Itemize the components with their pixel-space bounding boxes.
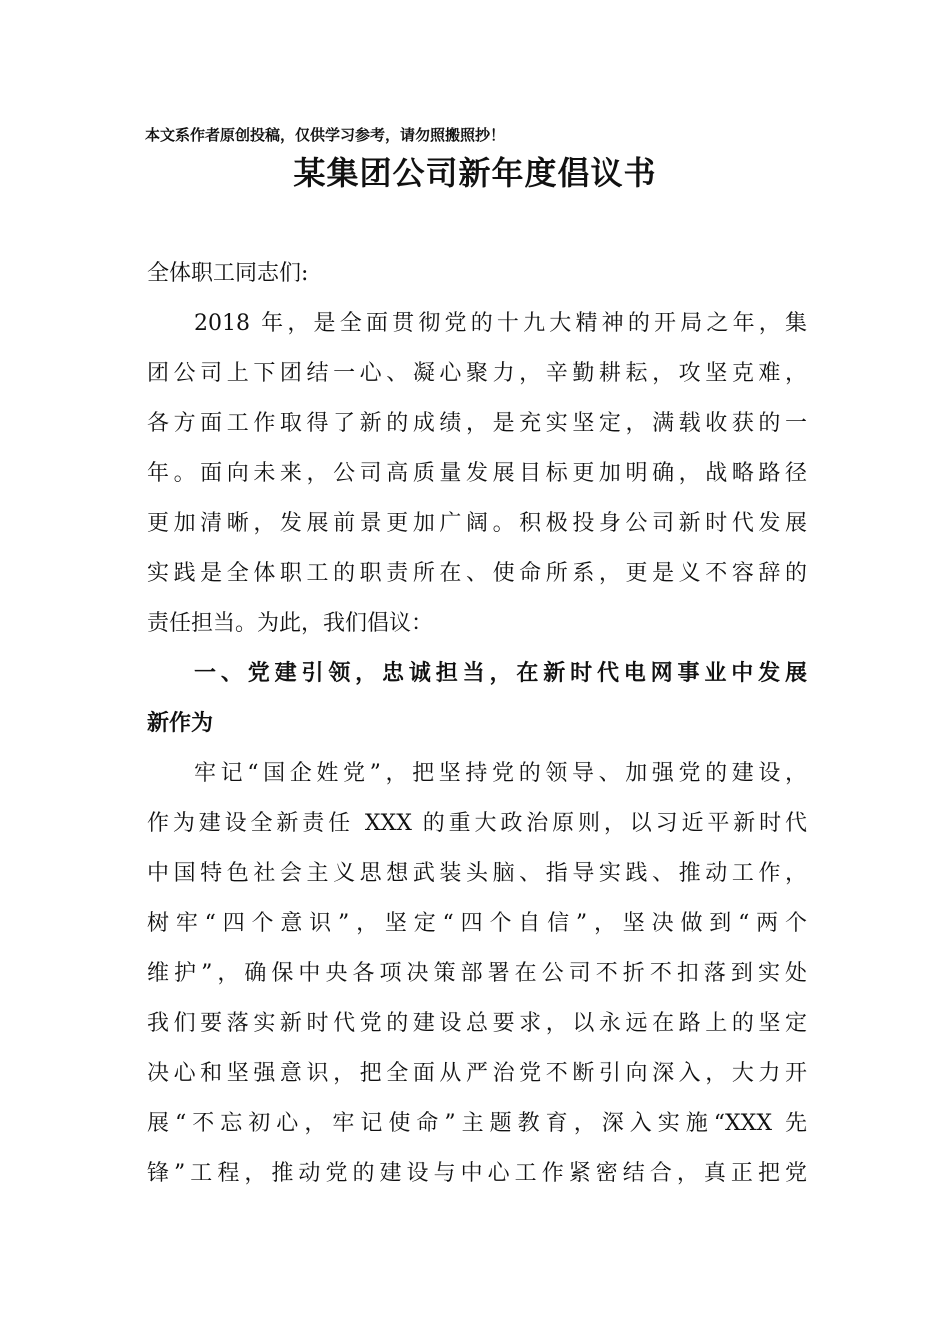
paragraph-line: 2018 年，是全面贯彻党的十九大精神的开局之年，集	[194, 311, 807, 336]
paragraph-line: 实践是全体职工的职责所在、使命所系，更是义不容辞的	[147, 561, 807, 586]
paragraph-line: 维护”，确保中央各项决策部署在公司不折不扣落到实处	[147, 961, 807, 986]
salutation: 全体职工同志们:	[147, 261, 309, 286]
section-heading: 新作为	[147, 711, 214, 736]
paragraph-line: 更加清晰，发展前景更加广阔。积极投身公司新时代发展	[147, 511, 807, 536]
document-title: 某集团公司新年度倡议书	[293, 154, 657, 192]
paragraph-line: 责任担当。为此，我们倡议：	[147, 611, 434, 636]
paragraph-line: 中国特色社会主义思想武装头脑、指导实践、推动工作，	[147, 861, 807, 886]
section-heading: 一、党建引领，忠诚担当，在新时代电网事业中发展	[194, 661, 807, 686]
paragraph-line: 展“不忘初心，牢记使命”主题教育，深入实施“XXX 先	[147, 1111, 807, 1136]
paragraph-line: 锋”工程，推动党的建设与中心工作紧密结合，真正把党	[147, 1161, 807, 1186]
paragraph-line: 团公司上下团结一心、凝心聚力，辛勤耕耘，攻坚克难，	[147, 361, 807, 386]
copyright-notice: 本文系作者原创投稿，仅供学习参考，请勿照搬照抄！	[145, 126, 506, 144]
paragraph-line: 年。面向未来，公司高质量发展目标更加明确，战略路径	[147, 461, 807, 486]
paragraph-line: 决心和坚强意识，把全面从严治党不断引向深入，大力开	[147, 1061, 807, 1086]
paragraph-line: 作为建设全新责任 XXX 的重大政治原则，以习近平新时代	[147, 811, 807, 836]
paragraph-line: 我们要落实新时代党的建设总要求，以永远在路上的坚定	[147, 1011, 807, 1036]
paragraph-line: 牢记“国企姓党”，把坚持党的领导、加强党的建设，	[194, 761, 807, 786]
paragraph-line: 各方面工作取得了新的成绩，是充实坚定，满载收获的一	[147, 411, 807, 436]
paragraph-line: 树牢“四个意识”，坚定“四个自信”，坚决做到“两个	[147, 911, 807, 936]
